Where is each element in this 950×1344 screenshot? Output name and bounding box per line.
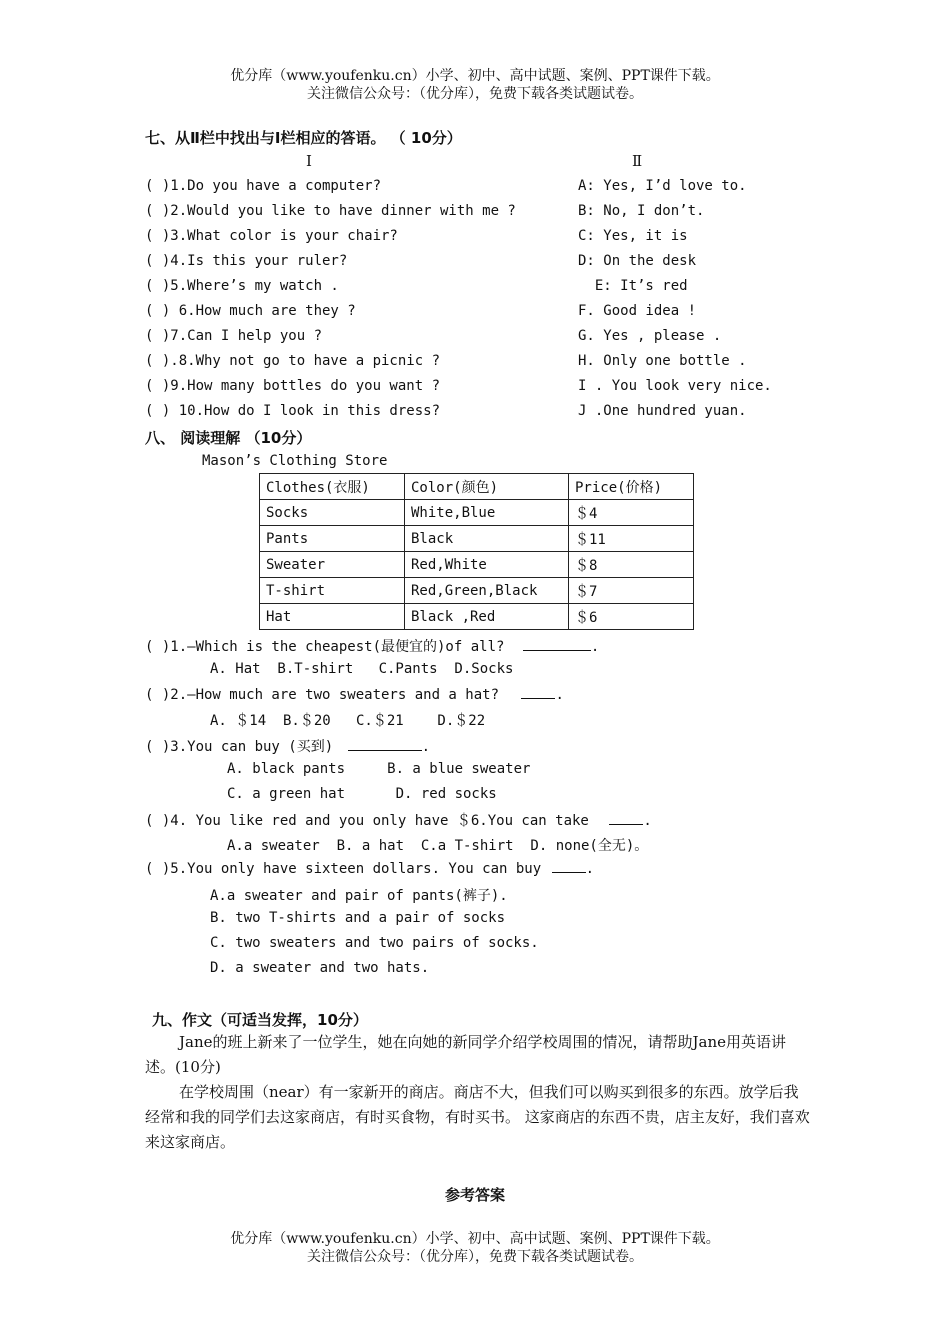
matching-answer-h: H. Only one bottle . — [578, 353, 747, 369]
table-cell: Hat — [260, 604, 405, 630]
reading-question-5-option-c: C. two sweaters and two pairs of socks. — [210, 935, 539, 951]
matching-question-3: ( )3.What color is your chair? — [145, 228, 398, 244]
matching-question-4: ( )4.Is this your ruler? — [145, 253, 348, 269]
reading-question-3-options-ab: A. black pants B. a blue sweater — [227, 761, 531, 777]
reading-question-4: ( )4. You like red and you only have ＄6.You can take . — [145, 813, 652, 829]
writing-instruction: Jane的班上新来了一位学生，她在向她的新同学介绍学校周围的情况，请帮助Jane用英语讲述。(10分) — [145, 1033, 786, 1076]
table-row — [260, 500, 694, 526]
table-cell: Pants — [260, 526, 405, 552]
matching-answer-i: I . You look very nice. — [578, 378, 772, 394]
reading-question-5-option-d: D. a sweater and two hats. — [210, 960, 430, 976]
table-header-cell: Clothes(衣服) — [260, 474, 405, 500]
matching-answer-f: F. Good idea ! — [578, 303, 697, 319]
footer-line-1: 优分库（www.youfenku.cn）小学、初中、高中试题、案例、PPT课件下载。 — [230, 1231, 720, 1247]
answer-blank[interactable] — [521, 686, 555, 699]
section-8-title: 八、 阅读理解 （10分） — [145, 429, 312, 447]
reading-question-2-options: A. ＄14 B.＄20 C.＄21 D.＄22 — [210, 713, 486, 729]
table-cell: Red,Green,Black — [405, 578, 569, 604]
section-7-title: 七、从Ⅱ栏中找出与Ⅰ栏相应的答语。 （ 10分） — [145, 129, 462, 147]
reading-question-1-options: A. Hat B.T-shirt C.Pants D.Socks — [210, 661, 514, 677]
reading-question-4-text: ( )4. You like red and you only have ＄6.You can take — [145, 813, 589, 829]
matching-question-1: ( )1.Do you have a computer? — [145, 178, 382, 194]
matching-answer-b: B: No, I don’t. — [578, 203, 705, 219]
matching-question-9: ( )9.How many bottles do you want ? — [145, 378, 441, 394]
table-cell: Sweater — [260, 552, 405, 578]
column-2-heading: Ⅱ — [632, 152, 643, 170]
table-cell: Black ,Red — [405, 604, 569, 630]
table-cell: ＄8 — [569, 552, 694, 578]
table-cell: ＄7 — [569, 578, 694, 604]
answer-key-title: 参考答案 — [444, 1186, 505, 1204]
matching-answer-a: A: Yes, I’d love to. — [578, 178, 747, 194]
table-row — [260, 552, 694, 578]
matching-answer-d: D: On the desk — [578, 253, 697, 269]
table-row — [260, 604, 694, 630]
table-cell: Socks — [260, 500, 405, 526]
matching-question-6: ( ) 6.How much are they ? — [145, 303, 356, 319]
matching-answer-e: E: It’s red — [578, 278, 688, 294]
reading-question-3-options-cd: C. a green hat D. red socks — [227, 786, 497, 802]
table-cell: Red,White — [405, 552, 569, 578]
reading-question-1-text: ( )1.—Which is the cheapest(最便宜的)of all? — [145, 639, 505, 655]
writing-prompt: 在学校周围（near）有一家新开的商店。商店不大，但我们可以购买到很多的东西。放学后我经常和我的同学们去这家商店，有时买食物，有时买书。 这家商店的东西不贵，店主友好，我们喜欢来这家商店。 — [145, 1083, 810, 1151]
table-header-cell: Price(价格) — [569, 474, 694, 500]
reading-question-5: ( )5.You only have sixteen dollars. You can buy . — [145, 861, 595, 877]
matching-question-7: ( )7.Can I help you ? — [145, 328, 323, 344]
matching-question-10: ( ) 10.How do I look in this dress? — [145, 403, 441, 419]
header-line-2: 关注微信公众号：（优分库），免费下载各类试题试卷。 — [307, 86, 643, 102]
matching-question-2: ( )2.Would you like to have dinner with me ? — [145, 203, 516, 219]
reading-question-3-text: ( )3.You can buy (买到) — [145, 739, 334, 755]
answer-blank[interactable] — [609, 812, 643, 825]
header-line-1: 优分库（www.youfenku.cn）小学、初中、高中试题、案例、PPT课件下载。 — [230, 68, 720, 84]
table-cell: T-shirt — [260, 578, 405, 604]
footer-line-2: 关注微信公众号：（优分库），免费下载各类试题试卷。 — [307, 1249, 643, 1265]
clothing-price-table — [259, 473, 694, 630]
matching-answer-g: G. Yes , please . — [578, 328, 722, 344]
table-cell: White,Blue — [405, 500, 569, 526]
reading-question-4-options: A.a sweater B. a hat C.a T-shirt D. none(全无)。 — [227, 838, 649, 854]
table-row — [260, 526, 694, 552]
section-9-title: 九、作文（可适当发挥，10分） — [152, 1011, 368, 1029]
matching-answer-j: J .One hundred yuan. — [578, 403, 747, 419]
column-1-heading: Ⅰ — [306, 152, 312, 170]
reading-question-2: ( )2.—How much are two sweaters and a hat? . — [145, 687, 564, 703]
answer-blank[interactable] — [523, 638, 591, 651]
reading-question-5-text: ( )5.You only have sixteen dollars. You can buy — [145, 861, 542, 877]
table-header-row — [260, 474, 694, 500]
table-cell: ＄6 — [569, 604, 694, 630]
reading-question-5-option-a: A.a sweater and pair of pants(裤子). — [210, 888, 508, 904]
matching-question-5: ( )5.Where’s my watch . — [145, 278, 339, 294]
reading-question-1: ( )1.—Which is the cheapest(最便宜的)of all? . — [145, 639, 600, 655]
table-cell: ＄11 — [569, 526, 694, 552]
reading-question-5-option-b: B. two T-shirts and a pair of socks — [210, 910, 506, 926]
store-name: Mason’s Clothing Store — [202, 453, 388, 469]
matching-answer-c: C: Yes, it is — [578, 228, 688, 244]
reading-question-2-text: ( )2.—How much are two sweaters and a hat? — [145, 687, 500, 703]
table-cell: Black — [405, 526, 569, 552]
table-row — [260, 578, 694, 604]
answer-blank[interactable] — [348, 738, 422, 751]
matching-question-8: ( ).8.Why not go to have a picnic ? — [145, 353, 441, 369]
table-cell: ＄4 — [569, 500, 694, 526]
answer-blank[interactable] — [552, 860, 586, 873]
reading-question-3: ( )3.You can buy (买到) . — [145, 739, 431, 755]
table-header-cell: Color(颜色) — [405, 474, 569, 500]
